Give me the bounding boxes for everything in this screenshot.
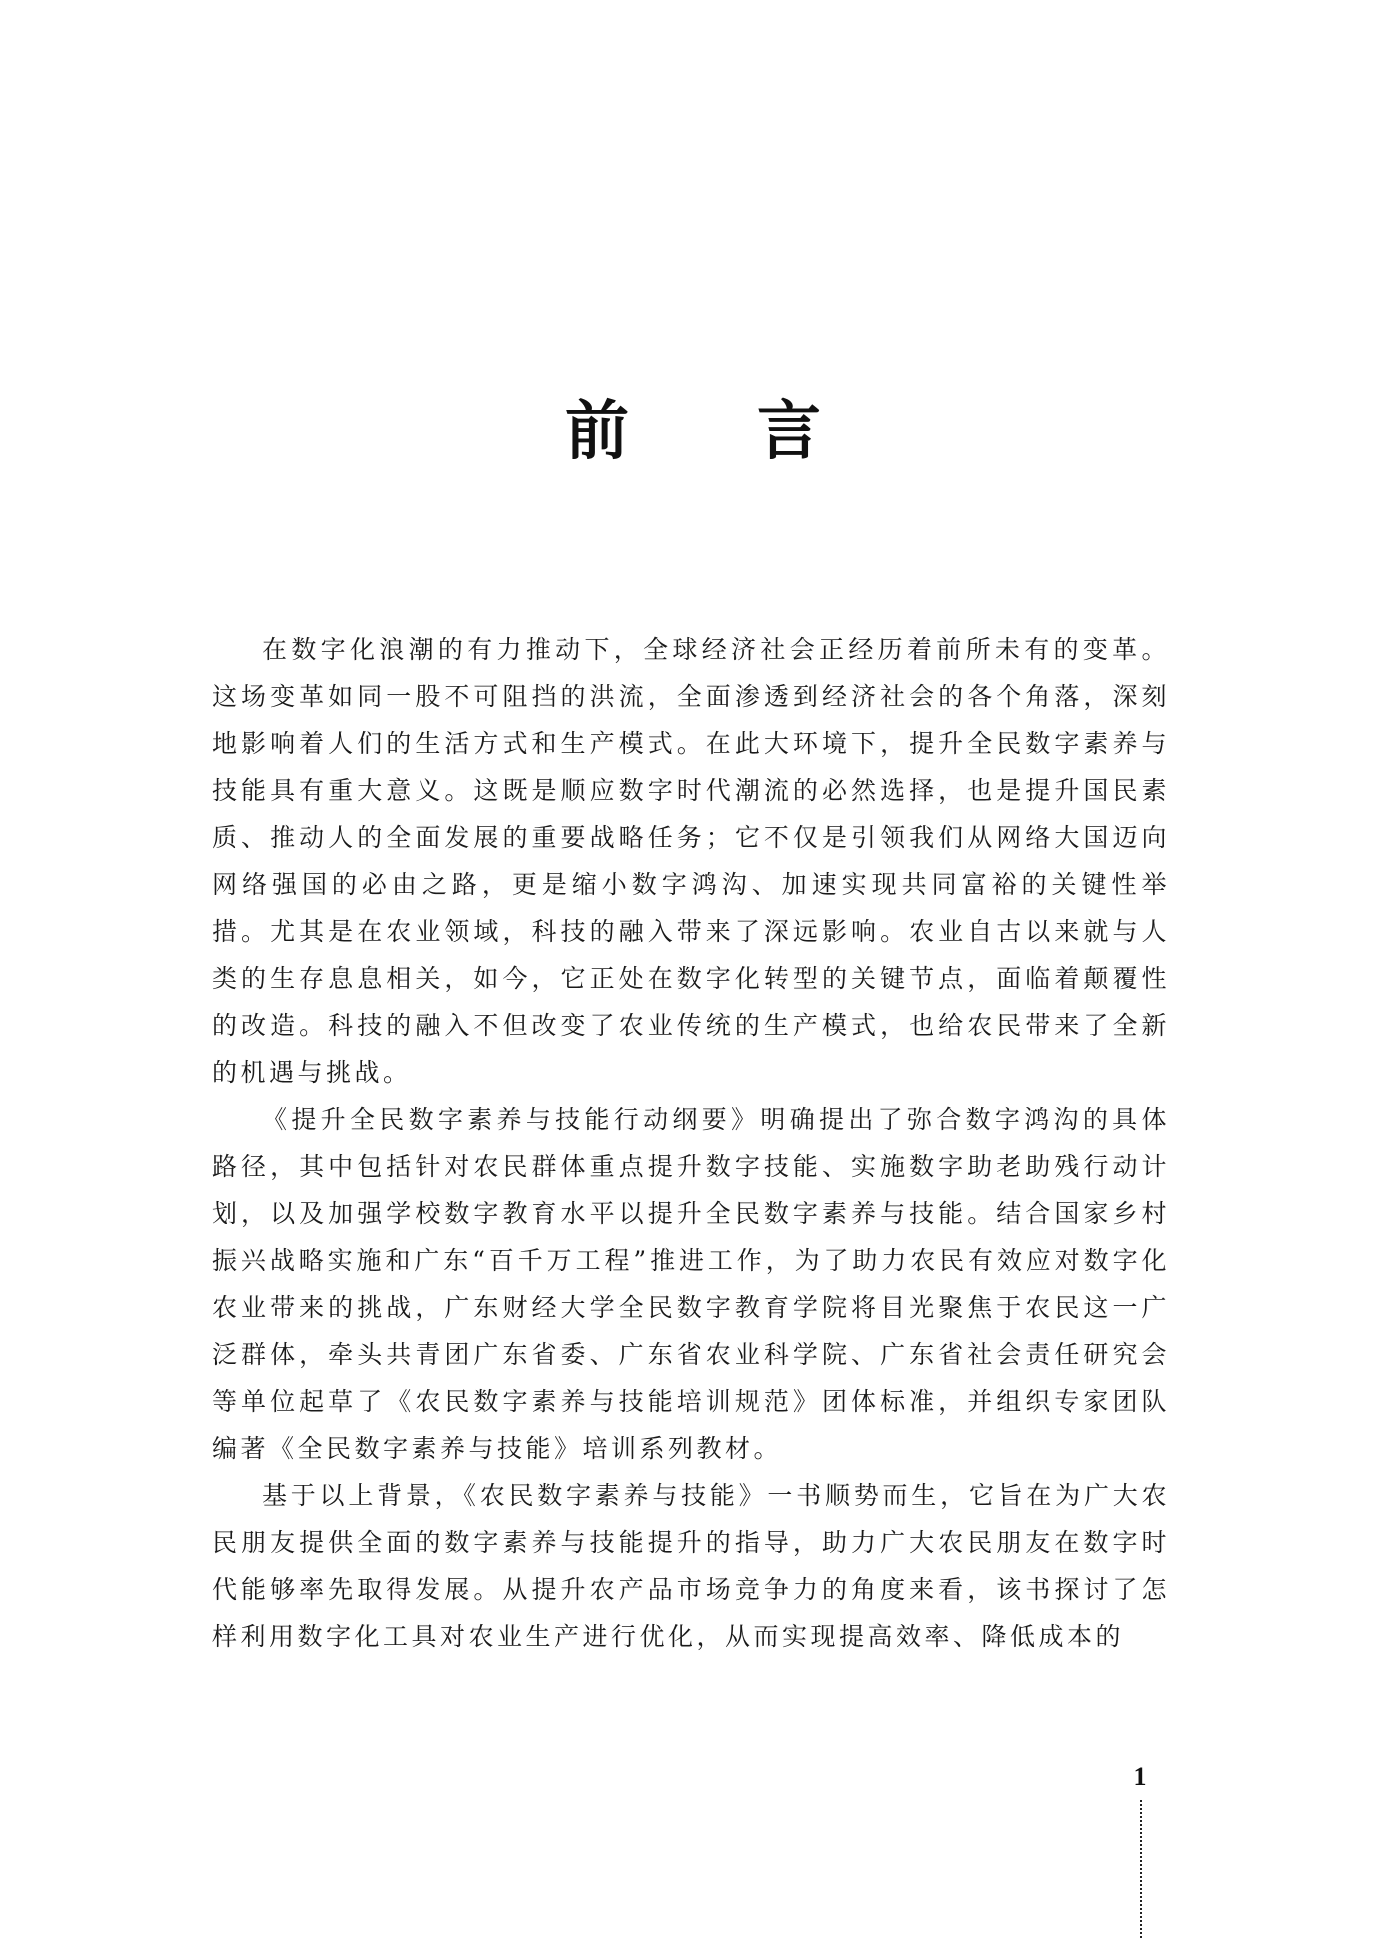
page-number: 1: [1133, 1762, 1147, 1791]
title-char-1: 前: [565, 395, 629, 469]
paragraph-1: 在数字化浪潮的有力推动下，全球经济社会正经历着前所未有的变革。这场变革如同一股不可阻挡的洪流，全面渗透到经济社会的各个角落，深刻地影响着人们的生活方式和生产模式。在此大环境下，提升全民数字素养与技能具有重大意义。这既是顺应数字时代潮流的必然选择，也是提升国民素质、推动人的全面发展的重要战略任务；它不仅是引领我们从网络大国迈向网络强国的必由之路，更是缩小数字鸿沟、加速实现共同富裕的关键性举措。尤其是在农业领域，科技的融入带来了深远影响。农业自古以来就与人类的生存息息相关，如今，它正处在数字化转型的关键节点，面临着颠覆性的改造。科技的融入不但改变了农业传统的生产模式，也给农民带来了全新的机遇与挑战。: [212, 635, 1170, 1087]
paragraph-2: 《提升全民数字素养与技能行动纲要》明确提出了弥合数字鸿沟的具体路径，其中包括针对农民群体重点提升数字技能、实施数字助老助残行动计划，以及加强学校数字教育水平以提升全民数字素养与技能。结合国家乡村振兴战略实施和广东“百千万工程”推进工作，为了助力农民有效应对数字化农业带来的挑战，广东财经大学全民数字教育学院将目光聚焦于农民这一广泛群体，牵头共青团广东省委、广东省农业科学院、广东省社会责任研究会等单位起草了《农民数字素养与技能培训规范》团体标准，并组织专家团队编著《全民数字素养与技能》培训系列教材。: [212, 1105, 1170, 1463]
title-char-2: 言: [757, 395, 821, 469]
paragraph-3: 基于以上背景，《农民数字素养与技能》一书顺势而生，它旨在为广大农民朋友提供全面的数字素养与技能提升的指导，助力广大农民朋友在数字时代能够率先取得发展。从提升农产品市场竞争力的角度来看，该书探讨了怎样利用数字化工具对农业生产进行优化，从而实现提高效率、降低成本的: [212, 1481, 1170, 1651]
page-title: [0, 392, 1386, 472]
page-edge-dotted-line: [1140, 1800, 1142, 1938]
preface-body: [212, 626, 1170, 1660]
